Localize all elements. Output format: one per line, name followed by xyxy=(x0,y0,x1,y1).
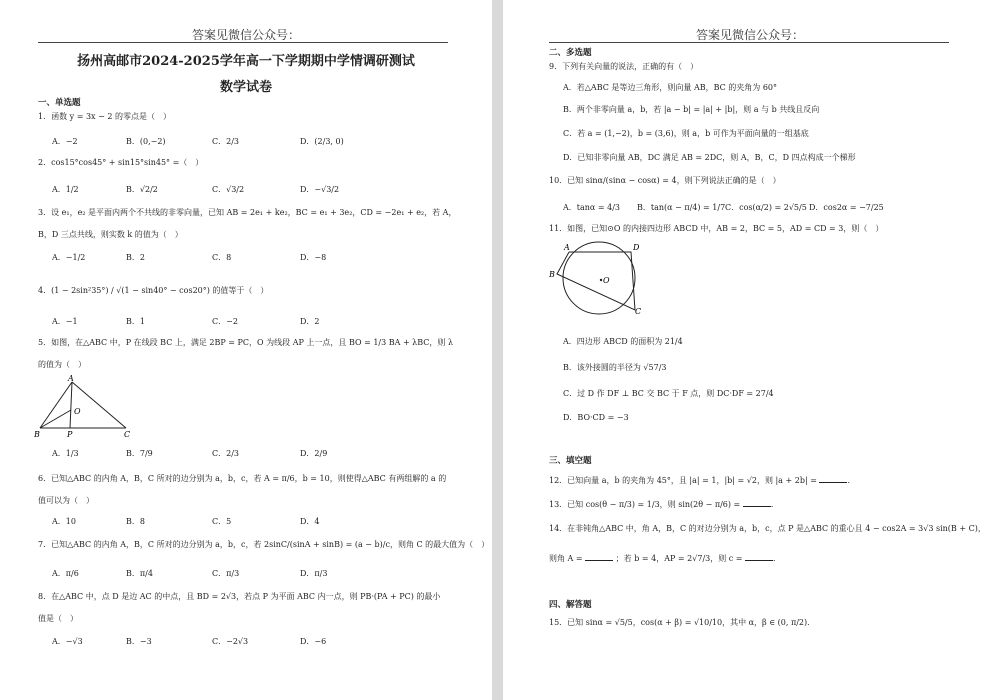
question-9-stem: 9．下列有关向量的说法，正确的有（ ） xyxy=(549,62,699,71)
question-5-stem-line1: 5．如图，在△ABC 中，P 在线段 BC 上，满足 2BP = PC，O 为线段 AP 上一点，且 BO = 1/3 BA + λBC，则 λ xyxy=(38,338,454,347)
question-4-stem: 4．(1 − 2sin²35°) / √(1 − sin40° − cos20°) 的值等于（ ） xyxy=(38,286,269,295)
question-2-stem: 2．cos15°cos45° + sin15°sin45° =（ ） xyxy=(38,158,204,167)
label-c: C xyxy=(635,307,642,316)
question-8-option-a: A．−√3 xyxy=(52,637,83,646)
question-12-answer-blank[interactable] xyxy=(819,474,847,483)
label-c: C xyxy=(124,430,131,439)
question-1-stem: 1．函数 y = 3x − 2 的零点是（ ） xyxy=(38,112,171,121)
question-10-stem: 10．已知 sinα/(sinα − cosα) = 4，则下列说法正确的是（ ） xyxy=(549,176,781,185)
label-b: B xyxy=(549,270,555,279)
label-o: O xyxy=(603,276,610,285)
question-10-option-a: A．tanα = 4/3 xyxy=(563,203,620,212)
question-10-option-b: B．tan(α − π/4) = 1/7 xyxy=(637,203,726,212)
question-8-stem-line2: 值是（ ） xyxy=(38,614,78,623)
question-6-stem-line1: 6．已知△ABC 的内角 A，B，C 所对的边分别为 a，b，c，若 A = π/6，b = 10，则使得△ABC 有两组解的 a 的 xyxy=(38,474,447,483)
question-6-option-d: D．4 xyxy=(300,517,320,526)
question-14-stem-line1: 14．在非钝角△ABC 中，角 A，B，C 的对边分别为 a，b，c，点 P 是△ABC 的重心且 4 − cos2A = 3√3 sin(B + C)， xyxy=(549,524,986,533)
question-7-option-a: A．π/6 xyxy=(52,569,79,578)
question-12-stem: 12．已知向量 a，b 的夹角为 45°，且 |a| = 1，|b| = √2，则 |a + 2b| = xyxy=(549,476,817,485)
question-3-option-b: B．2 xyxy=(126,253,145,262)
question-11-option-a: A．四边形 ABCD 的面积为 21/4 xyxy=(563,337,683,346)
question-3-option-a: A．−1/2 xyxy=(52,253,86,262)
question-4-option-c: C．−2 xyxy=(212,317,238,326)
section-heading-solutions: 四、解答题 xyxy=(549,600,592,610)
question-14-stem-part1: 则角 A = xyxy=(549,554,583,563)
question-3-option-c: C．8 xyxy=(212,253,232,262)
question-9-option-d: D．已知非零向量 AB，DC 满足 AB = 2DC，则 A，B，C，D 四点构成一个梯形 xyxy=(563,153,856,162)
question-2-option-a: A．1/2 xyxy=(52,185,79,194)
question-6-stem-line2: 值可以为（ ） xyxy=(38,496,94,505)
question-10-option-c: C．cos(α/2) = 2√5/5 xyxy=(725,203,807,212)
question-14-answer-blank-2[interactable] xyxy=(745,552,773,561)
question-4-option-d: D．2 xyxy=(300,317,320,326)
header-rule xyxy=(38,42,448,43)
question-11-circle-figure xyxy=(549,240,649,316)
question-8-option-c: C．−2√3 xyxy=(212,637,249,646)
question-5-option-b: B．7/9 xyxy=(126,449,153,458)
triangle-side-ac xyxy=(72,382,126,428)
label-b: B xyxy=(34,430,40,439)
center-point xyxy=(600,279,602,281)
exam-page-2 xyxy=(503,0,997,700)
question-13-answer-blank[interactable] xyxy=(743,498,771,507)
triangle-side-ab xyxy=(40,382,72,428)
question-7-option-d: D．π/3 xyxy=(300,569,328,578)
section-heading-multi-choice: 二、多选题 xyxy=(549,48,592,58)
page-gutter xyxy=(492,0,503,700)
question-9-option-c: C．若 a = (1,−2)，b = (3,6)，则 a，b 可作为平面向量的一组基底 xyxy=(563,129,809,138)
question-14-answer-blank-1[interactable] xyxy=(585,552,613,561)
label-a: A xyxy=(68,374,74,383)
segment-bo xyxy=(40,410,71,428)
question-5-option-d: D．2/9 xyxy=(300,449,328,458)
question-4-option-a: A．−1 xyxy=(52,317,78,326)
quadrilateral-abcd xyxy=(557,252,635,310)
question-11-option-c: C．过 D 作 DF ⊥ BC 交 BC 于 F 点，则 DC·DF = 27/4 xyxy=(563,389,774,398)
question-5-stem-line2: 的值为（ ） xyxy=(38,360,86,369)
question-2-option-c: C．√3/2 xyxy=(212,185,245,194)
question-14-stem-part2: ；若 b = 4，AP = 2√7/3，则 c = xyxy=(615,554,743,563)
question-11-option-b: B．该外接圆的半径为 √57/3 xyxy=(563,363,667,372)
label-d: D xyxy=(633,243,640,252)
page-header: 答案见微信公众号： xyxy=(191,28,300,42)
question-6-option-b: B．8 xyxy=(126,517,145,526)
section-heading-single-choice: 一、单选题 xyxy=(38,98,81,108)
question-9-option-b: B．两个非零向量 a，b，若 |a − b| = |a| + |b|，则 a 与 b 共线且反向 xyxy=(563,105,820,114)
question-1-option-c: C．2/3 xyxy=(212,137,239,146)
question-15-stem: 15．已知 sinα = √5/5，cos(α + β) = √10/10，其中 α，β ∈ (0, π/2)． xyxy=(549,618,816,627)
document-subtitle: 数学试卷 xyxy=(219,80,272,95)
question-5-option-c: C．2/3 xyxy=(212,449,239,458)
question-10-option-d: D．cos2α = −7/25 xyxy=(809,203,884,212)
document-title: 扬州高邮市2024-2025学年高一下学期期中学情调研测试 xyxy=(77,54,415,69)
exam-page-1 xyxy=(0,0,492,700)
question-2-option-b: B．√2/2 xyxy=(126,185,158,194)
question-7-option-c: C．π/3 xyxy=(212,569,240,578)
question-1-option-d: D．(2/3, 0) xyxy=(300,137,344,146)
question-7-stem: 7．已知△ABC 的内角 A，B，C 所对的边分别为 a，b，c，若 2sinC/(sinA + sinB) = (a − b)/c，则角 C 的最大值为（ ） xyxy=(38,540,490,549)
question-5-option-a: A．1/3 xyxy=(52,449,79,458)
question-3-option-d: D．−8 xyxy=(300,253,327,262)
question-12: 12．已知向量 a，b 的夹角为 45°，且 |a| = 1，|b| = √2，则 |a + 2b| = ． xyxy=(549,476,856,485)
question-8-stem-line1: 8．在△ABC 中，点 D 是边 AC 的中点，且 BD = 2√3，若点 P 为平面 ABC 内一点，则 PB·(PA + PC) 的最小 xyxy=(38,592,441,601)
segment-ap xyxy=(70,382,72,428)
question-1-option-b: B．(0,−2) xyxy=(126,137,166,146)
page-header: 答案见微信公众号： xyxy=(695,28,804,42)
circumcircle xyxy=(563,242,635,314)
question-14-line2: 则角 A = ；若 b = 4，AP = 2√7/3，则 c = ． xyxy=(549,554,782,563)
header-rule xyxy=(549,42,949,43)
question-8-option-b: B．−3 xyxy=(126,637,152,646)
question-1-option-a: A．−2 xyxy=(52,137,78,146)
question-13: 13．已知 cos(θ − π/3) = 1/3，则 sin(2θ − π/6) = ． xyxy=(549,500,779,509)
question-2-option-d: D．−√3/2 xyxy=(300,185,340,194)
section-heading-fill-blank: 三、填空题 xyxy=(549,456,592,466)
question-4-option-b: B．1 xyxy=(126,317,145,326)
label-a: A xyxy=(564,243,570,252)
question-11-option-d: D．BO·CD = −3 xyxy=(563,413,629,422)
question-6-option-a: A．10 xyxy=(52,517,76,526)
question-3-stem-line1: 3．设 e₁，e₂ 是平面内两个不共线的非零向量，已知 AB = 2e₁ + ke₂，BC = e₁ + 3e₂，CD = −2e₁ + e₂，若 A， xyxy=(38,208,457,217)
question-5-triangle-figure xyxy=(34,374,144,440)
question-3-stem-line2: B，D 三点共线，则实数 k 的值为（ ） xyxy=(38,230,183,239)
question-11-stem: 11．如图，已知⊙O 的内接四边形 ABCD 中，AB = 2，BC = 5，AD = CD = 3，则（ ） xyxy=(549,224,884,233)
question-7-option-b: B．π/4 xyxy=(126,569,153,578)
question-6-option-c: C．5 xyxy=(212,517,232,526)
question-8-option-d: D．−6 xyxy=(300,637,327,646)
question-9-option-a: A．若△ABC 是等边三角形，则向量 AB，BC 的夹角为 60° xyxy=(563,83,778,92)
label-p: P xyxy=(67,430,73,439)
label-o: O xyxy=(74,407,81,416)
question-13-stem: 13．已知 cos(θ − π/3) = 1/3，则 sin(2θ − π/6) = xyxy=(549,500,741,509)
